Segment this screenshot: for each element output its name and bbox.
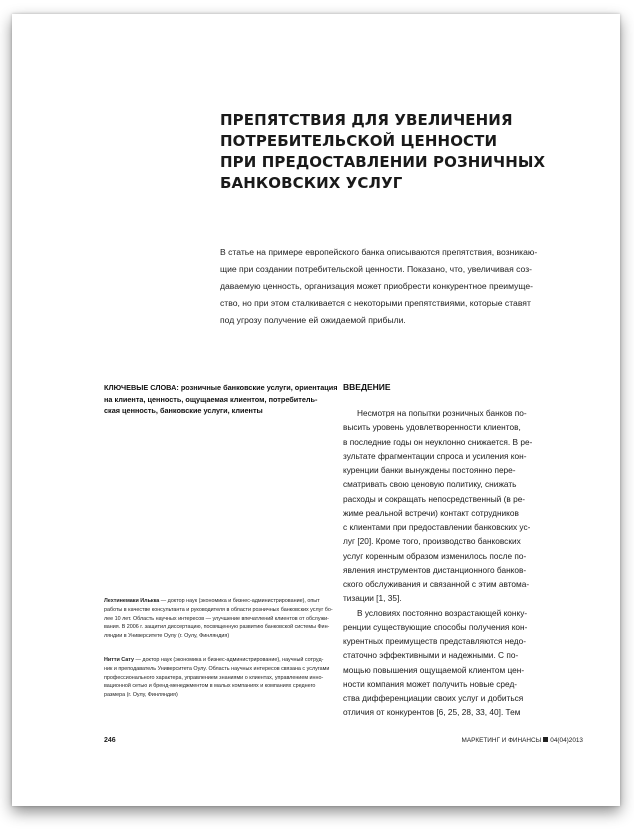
- author-bio-line: размера (г. Оулу, Финляндия): [104, 692, 178, 699]
- body-line: ства дифференциации своих услуг и добиться: [343, 693, 524, 703]
- body-line: мощью повышения ощущаемой клиентом цен-: [343, 664, 525, 675]
- author-bio: [104, 656, 340, 700]
- body-line: зультате фрагментации спроса и усиления кон-: [343, 450, 527, 461]
- author-bio-line: лее 10 лет. Область научных интересов — улучшение впечатлений клиентов от обслужи-: [104, 615, 329, 622]
- abstract-line: даваемую ценность, организация может приобрести конкурентное преимуще-: [220, 281, 534, 291]
- author-bio-line: профессионального характера, управлением знаниями о клиентах, управлением инно-: [104, 674, 324, 681]
- title-line: ПОТРЕБИТЕЛЬСКОЙ ЦЕННОСТИ: [220, 132, 498, 150]
- abstract-line: ство, но при этом сталкивается с некоторыми препятствиями, которые ставят: [220, 298, 531, 308]
- document-page: [12, 14, 620, 806]
- body-line: жиме реальной встречи) контакт сотрудников: [343, 507, 519, 518]
- body-line: отличия от конкурентов [6, 25, 28, 33, 40]. Тем: [343, 707, 521, 718]
- journal-name: МАРКЕТИНГ И ФИНАНСЫ: [461, 737, 542, 744]
- author-bio-line: работы в качестве консультанта и руководителя в области розничных банковских услуг бо-: [104, 606, 333, 613]
- title-line: БАНКОВСКИХ УСЛУГ: [220, 174, 403, 192]
- body-line: Несмотря на попытки розничных банков по-: [357, 408, 527, 418]
- body-line: луг [20]. Кроме того, производство банковских: [343, 536, 521, 547]
- body-line: ности компания может получить новые сред-: [343, 678, 518, 689]
- body-line: ского обслуживания и связанной с этим автома-: [343, 579, 530, 589]
- journal-issue: 04(04)2013: [550, 737, 583, 744]
- title-line: ПРЕПЯТСТВИЯ ДЛЯ УВЕЛИЧЕНИЯ: [220, 111, 513, 129]
- section-heading: ВВЕДЕНИЕ: [343, 382, 391, 392]
- abstract-line: щие при создании потребительской ценности. Показано, что, увеличивая соз-: [220, 264, 533, 274]
- keywords-block: [104, 382, 336, 417]
- body-line: В условиях постоянно возрастающей конку-: [357, 607, 528, 618]
- author-bio-line: ляндии в Университете Оулу (г. Оулу, Финляндия): [104, 633, 230, 640]
- body-line: ренции существующие способы получения кон-: [343, 621, 528, 632]
- author-name: Лехтинемаки Илькка: [104, 598, 160, 604]
- body-line: услуг коренным образом изменилось после по-: [343, 550, 527, 561]
- body-line: статочно эффективными и надежными. С по-: [343, 650, 519, 661]
- author-bio-line: [104, 597, 340, 606]
- body-line: курентных преимуществ представляются недо-: [343, 636, 527, 646]
- author-bio-line: [104, 656, 340, 665]
- author-bio-text: — доктор наук (экономика и бизнес-администрирование), научный сотруд-: [134, 657, 324, 663]
- body-line: сматривать свою ценовую политику, снижать: [343, 479, 517, 490]
- keywords-line: КЛЮЧЕВЫЕ СЛОВА: розничные банковские услуги, ориентация: [104, 383, 338, 392]
- body-line: расходы и сокращать непосредственный (в ре-: [343, 493, 526, 504]
- title-line: ПРИ ПРЕДОСТАВЛЕНИИ РОЗНИЧНЫХ: [220, 153, 546, 171]
- body-line: куренции банки вынуждены постоянно пере-: [343, 465, 516, 475]
- author-bio-text: — доктор наук (экономика и бизнес-администрирование), опыт: [159, 598, 320, 604]
- author-bio-line: вания. В 2006 г. защитил диссертацию, посвященную развитию банковской системы Фин-: [104, 624, 330, 631]
- abstract-line: В статье на примере европейского банка описываются препятствия, возникаю-: [220, 247, 538, 257]
- body-line: в последние годы он неуклонно снижается. В ре-: [343, 436, 533, 447]
- journal-footer: [462, 737, 583, 744]
- square-separator-icon: [543, 737, 548, 742]
- abstract-line: под угрозу получение ей ожидаемой прибыли.: [220, 315, 406, 325]
- page-number: 246: [104, 737, 116, 744]
- body-line: явления инструментов дистанционного банков-: [343, 564, 527, 575]
- author-name: Нитти Сату: [104, 657, 135, 663]
- body-text: [343, 406, 583, 720]
- author-bio: [104, 597, 340, 641]
- keywords-line: ская ценность, банковские услуги, клиенты: [104, 406, 263, 415]
- body-line: тизации [1, 35].: [343, 593, 402, 604]
- author-bio-line: ник и преподаватель Университета Оулу. Область научных интересов связана с услугами: [104, 665, 330, 672]
- keywords-line: на клиента, ценность, ощущаемая клиентом, потребитель-: [104, 394, 318, 404]
- body-line: высить уровень удовлетворенности клиентов,: [343, 422, 521, 433]
- article-abstract: [220, 244, 590, 329]
- article-title: [220, 110, 580, 194]
- body-line: с клиентами при предоставлении банковских ус-: [343, 522, 531, 532]
- author-bio-line: вационной сетью и бренд-менеджментом в малых компаниях и компаниях среднего: [104, 683, 316, 690]
